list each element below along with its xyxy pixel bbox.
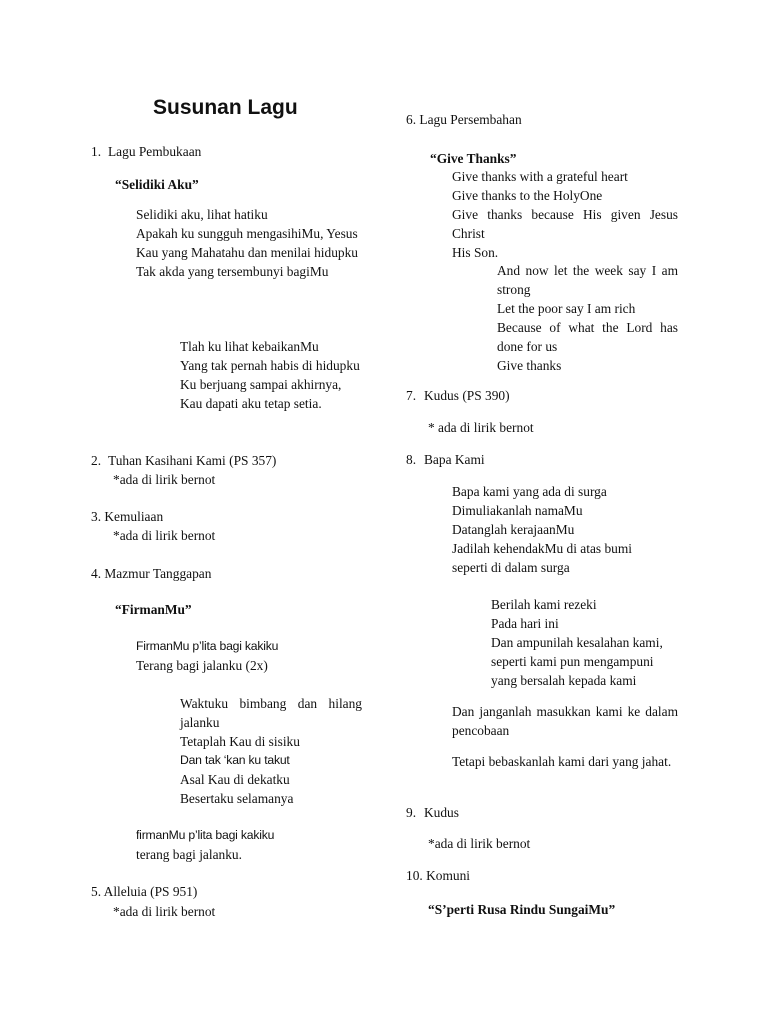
lyric-line: Yang tak pernah habis di hidupku xyxy=(180,358,360,373)
lyric-line: Give thanks because His given Jesus Christ xyxy=(452,207,678,241)
lyric-line: Besertaku selamanya xyxy=(180,791,294,806)
prayer-line: Jadilah kehendakMu di atas bumi xyxy=(452,541,632,556)
firmanmu-refrain xyxy=(136,637,278,675)
lyric-line: Give thanks to the HolyOne xyxy=(452,188,603,203)
section-3-note: *ada di lirik bernot xyxy=(113,528,216,543)
give-thanks-verse xyxy=(452,167,678,262)
lyric-line: Kau dapati aku tetap setia. xyxy=(180,396,322,411)
section-8-heading: Bapa Kami xyxy=(424,452,485,467)
section-3-heading: 3. Kemuliaan xyxy=(91,509,164,524)
prayer-line: seperti kami pun mengampuni xyxy=(491,654,654,669)
section-5-note: *ada di lirik bernot xyxy=(113,904,216,919)
lyric-line: FirmanMu p’lita bagi kakiku xyxy=(136,639,279,653)
section-4-heading: 4. Mazmur Tanggapan xyxy=(91,566,212,581)
lyric-line: Ku berjuang sampai akhirnya, xyxy=(180,377,342,392)
section-2-note: *ada di lirik bernot xyxy=(113,472,216,487)
bapa-kami-paragraph-4: Tetapi bebaskanlah kami dari yang jahat. xyxy=(452,754,672,769)
give-thanks-chorus xyxy=(497,261,678,375)
lyric-line: Give thanks xyxy=(497,358,562,373)
section-9-heading: Kudus xyxy=(424,805,459,820)
prayer-line: Bapa kami yang ada di surga xyxy=(452,484,607,499)
lyric-line: terang bagi jalanku. xyxy=(136,847,242,862)
firmanmu-verse xyxy=(180,694,362,808)
song-title-selidiki-aku: “Selidiki Aku” xyxy=(115,177,199,192)
section-5-heading: 5. Alleluia (PS 951) xyxy=(91,884,198,899)
prayer-line: Dimuliakanlah namaMu xyxy=(452,503,583,518)
section-9-note: *ada di lirik bernot xyxy=(428,836,531,851)
lyric-line: Selidiki aku, lihat hatiku xyxy=(136,207,268,222)
lyric-line: Tak akda yang tersembunyi bagiMu xyxy=(136,264,329,279)
lyric-line: Let the poor say I am rich xyxy=(497,301,636,316)
song-title-give-thanks: “Give Thanks” xyxy=(430,151,517,166)
lyric-line: Terang bagi jalanku (2x) xyxy=(136,658,268,673)
bapa-kami-paragraph-3: Dan janganlah masukkan kami ke dalam pencobaan xyxy=(452,704,678,738)
lyric-line: His Son. xyxy=(452,245,499,260)
lyric-line: Give thanks with a grateful heart xyxy=(452,169,628,184)
lyric-line: Tetaplah Kau di sisiku xyxy=(180,734,300,749)
firmanmu-refrain-2 xyxy=(136,826,274,864)
prayer-line: Datanglah kerajaanMu xyxy=(452,522,575,537)
prayer-line: seperti di dalam surga xyxy=(452,560,570,575)
section-2-number: 2. xyxy=(91,453,102,468)
selidiki-aku-chorus xyxy=(180,337,362,413)
section-1-heading: Lagu Pembukaan xyxy=(108,144,202,159)
prayer-line: Dan ampunilah kesalahan kami, xyxy=(491,635,663,650)
section-8-number: 8. xyxy=(406,452,417,467)
section-1-number: 1. xyxy=(91,144,102,159)
lyric-line: Waktuku bimbang dan hilang jalanku xyxy=(180,696,362,730)
bapa-kami-paragraph-1 xyxy=(452,482,632,577)
lyric-line: firmanMu p’lita bagi kakiku xyxy=(136,828,275,842)
prayer-line: yang bersalah kepada kami xyxy=(491,673,637,688)
song-title-sperti-rusa: “S’perti Rusa Rindu SungaiMu” xyxy=(428,902,616,917)
song-title-firmanmu: “FirmanMu” xyxy=(115,602,192,617)
section-7-heading: Kudus (PS 390) xyxy=(424,388,510,403)
lyric-line: Dan tak ‘kan ku takut xyxy=(180,753,290,767)
page-title: Susunan Lagu xyxy=(153,96,298,119)
lyric-line: Asal Kau di dekatku xyxy=(180,772,290,787)
bapa-kami-paragraph-2 xyxy=(491,595,663,690)
prayer-line: Berilah kami rezeki xyxy=(491,597,597,612)
lyric-line: Because of what the Lord has done for us xyxy=(497,320,678,354)
section-2-heading: Tuhan Kasihani Kami (PS 357) xyxy=(108,453,277,468)
section-6-heading: 6. Lagu Persembahan xyxy=(406,112,522,127)
lyric-line: Tlah ku lihat kebaikanMu xyxy=(180,339,319,354)
section-7-note: * ada di lirik bernot xyxy=(428,420,534,435)
selidiki-aku-verse xyxy=(136,205,362,281)
section-9-number: 9. xyxy=(406,805,417,820)
prayer-line: Pada hari ini xyxy=(491,616,559,631)
section-10-heading: 10. Komuni xyxy=(406,868,470,883)
lyric-line: Apakah ku sungguh mengasihiMu, Yesus xyxy=(136,226,358,241)
lyric-line: Kau yang Mahatahu dan menilai hidupku xyxy=(136,245,359,260)
lyric-line: And now let the week say I am strong xyxy=(497,263,678,297)
section-7-number: 7. xyxy=(406,388,417,403)
